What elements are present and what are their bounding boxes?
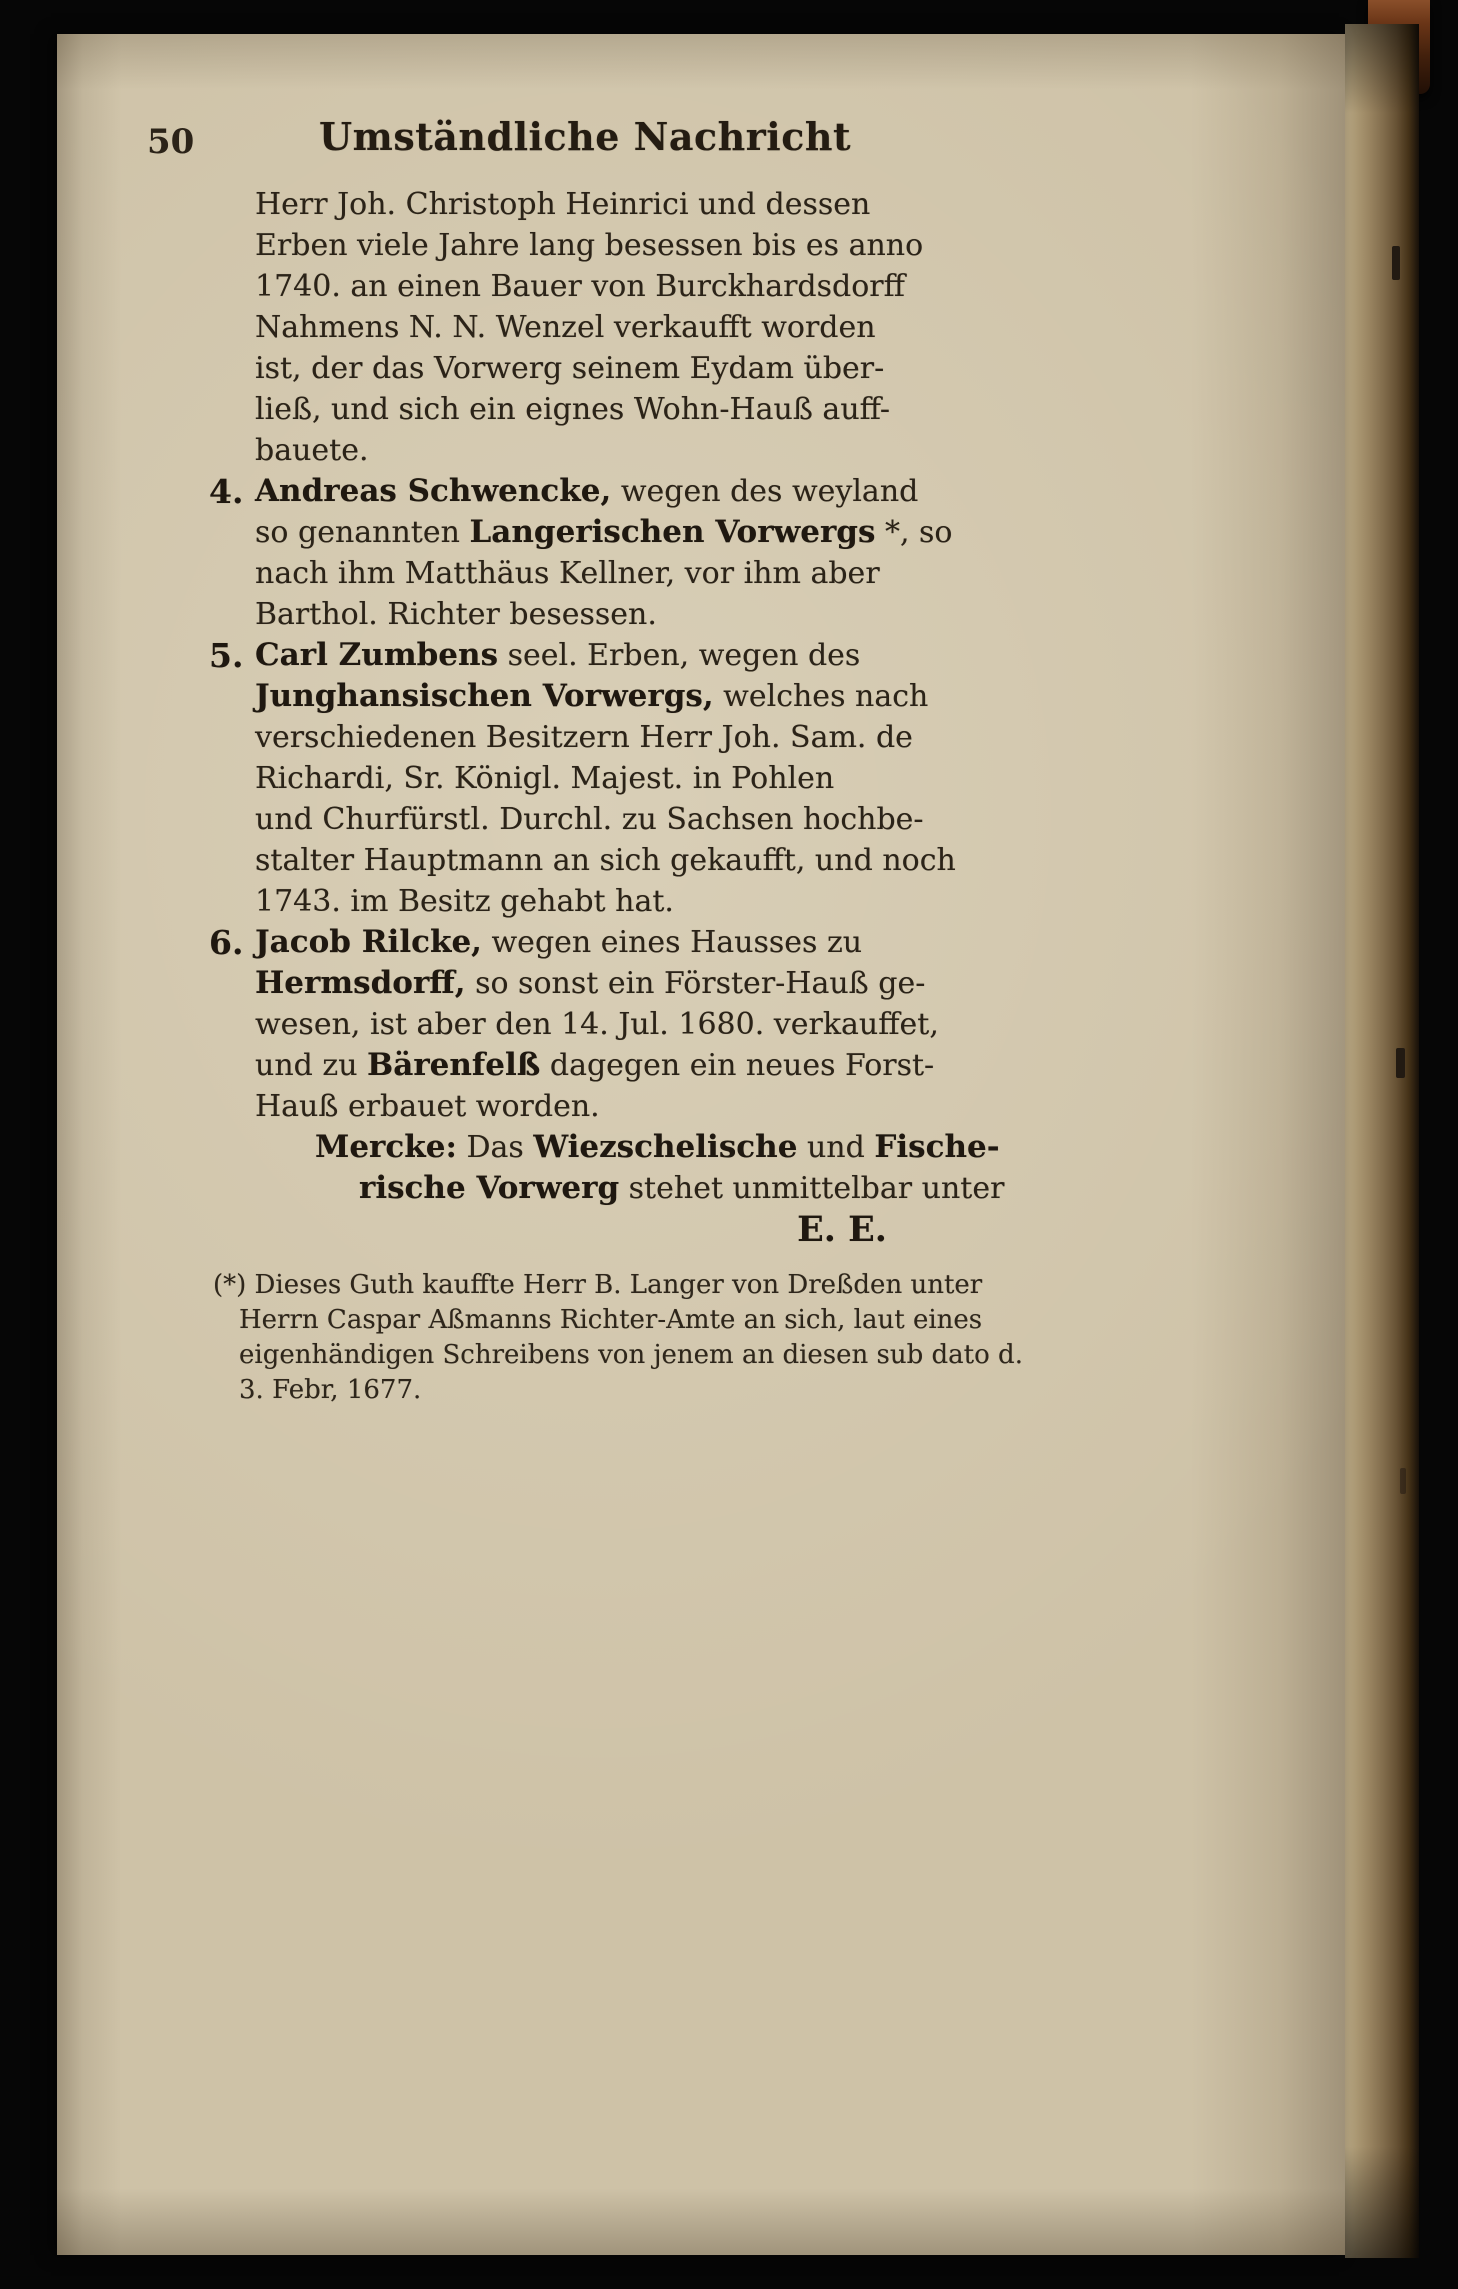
- text-segment: welches nach: [713, 679, 929, 714]
- emphasized-text: Jacob Rilcke,: [255, 924, 482, 960]
- text-segment: und Churfürstl. Durchl. zu Sachsen hochbe-: [255, 802, 924, 837]
- text-segment: ließ, und sich ein eignes Wohn-Hauß auff-: [255, 392, 891, 427]
- text-line: [255, 594, 915, 635]
- text-line: [255, 512, 953, 553]
- text-segment: Hauß erbauet worden.: [255, 1089, 600, 1124]
- emphasized-text: Langerischen Vorwergs: [469, 514, 876, 550]
- text-segment: Das: [456, 1130, 534, 1165]
- page-number: 50: [147, 122, 195, 162]
- text-segment: 3. Febr, 1677.: [239, 1375, 422, 1405]
- text-line: [255, 1086, 915, 1127]
- text-line: [255, 963, 926, 1004]
- continuation-paragraph: [255, 184, 924, 471]
- text-segment: wegen des weyland: [611, 474, 919, 509]
- text-segment: *, so: [875, 515, 953, 550]
- text-segment: seel. Erben, wegen des: [498, 638, 861, 673]
- text-segment: stehet unmittelbar unter: [619, 1171, 1005, 1206]
- text-segment: Herr Joh. Christoph Heinrici und dessen: [255, 187, 871, 222]
- text-line: [255, 389, 915, 430]
- text-segment: Barthol. Richter besessen.: [255, 597, 657, 632]
- emphasized-text: Bärenfelß: [367, 1047, 541, 1083]
- text-line: [255, 307, 915, 348]
- text-line: [213, 1268, 983, 1303]
- emphasized-text: rische Vorwerg: [359, 1170, 620, 1206]
- text-segment: und: [797, 1130, 875, 1165]
- text-line: [255, 1004, 939, 1045]
- text-line: [255, 758, 915, 799]
- text-segment: 1743. im Besitz gehabt hat.: [255, 884, 674, 919]
- emphasized-text: Andreas Schwencke,: [255, 473, 612, 509]
- item-number: 4.: [209, 472, 244, 511]
- ink-bleed-mark: [1400, 1468, 1406, 1494]
- emphasized-text: Wiezschelische: [533, 1129, 798, 1165]
- ink-bleed-mark: [1396, 1048, 1405, 1078]
- text-segment: 1740. an einen Bauer von Burckhardsdorff: [255, 269, 905, 304]
- text-line: [239, 1373, 915, 1408]
- text-line: [239, 1303, 983, 1338]
- running-title: Umständliche Nachricht: [318, 114, 852, 159]
- text-line: [255, 922, 915, 963]
- text-line: [255, 430, 915, 471]
- emphasized-text: Hermsdorff,: [255, 965, 466, 1001]
- footnote: [213, 1268, 1023, 1408]
- ink-bleed-mark: [1392, 246, 1400, 280]
- text-segment: stalter Hauptmann an sich gekaufft, und noch: [255, 843, 956, 878]
- emphasized-text: Fische-: [874, 1129, 1000, 1165]
- text-segment: dagegen ein neues Forst-: [540, 1048, 935, 1083]
- text-segment: Erben viele Jahre lang besessen bis es anno: [255, 228, 924, 263]
- text-segment: verschiedenen Besitzern Herr Joh. Sam. de: [255, 720, 913, 755]
- emphasized-text: Mercke:: [315, 1129, 457, 1165]
- text-line: [255, 840, 956, 881]
- text-line: [255, 1209, 887, 1252]
- text-segment: ist, der das Vorwerg seinem Eydam über-: [255, 351, 885, 386]
- text-segment: Herrn Caspar Aßmanns Richter-Amte an sich, laut eines: [239, 1305, 983, 1335]
- mercke-note: [255, 1127, 1005, 1252]
- item-number: 5.: [209, 636, 244, 675]
- text-segment: wesen, ist aber den 14. Jul. 1680. verkauffet,: [255, 1007, 939, 1042]
- page-fore-edge: [1345, 24, 1419, 2258]
- text-line: [255, 1045, 935, 1086]
- text-segment: bauete.: [255, 433, 369, 468]
- text-line: [255, 676, 929, 717]
- item-6: [209, 922, 939, 1127]
- item-number: 6.: [209, 923, 244, 962]
- text-column: [209, 184, 1023, 1408]
- text-segment: wegen eines Hausses zu: [481, 925, 863, 960]
- text-line: [255, 799, 924, 840]
- emphasized-text: E. E.: [797, 1209, 887, 1250]
- text-line: [255, 635, 915, 676]
- text-line: [255, 881, 915, 922]
- book-page: [57, 34, 1345, 2255]
- text-segment: eigenhändigen Schreibens von jenem an diesen sub dato d.: [239, 1340, 1023, 1370]
- text-line: [255, 225, 924, 266]
- emphasized-text: Carl Zumbens: [255, 637, 499, 673]
- text-line: [255, 348, 915, 389]
- text-segment: (*) Dieses Guth kauffte Herr B. Langer von Dreßden unter: [213, 1270, 983, 1300]
- text-line: [255, 184, 915, 225]
- text-segment: und zu: [255, 1048, 368, 1083]
- text-line: [255, 553, 915, 594]
- text-line: [359, 1168, 1005, 1209]
- text-segment: Nahmens N. N. Wenzel verkaufft worden: [255, 310, 876, 345]
- emphasized-text: Junghansischen Vorwergs,: [255, 678, 714, 714]
- text-segment: nach ihm Matthäus Kellner, vor ihm aber: [255, 556, 880, 591]
- item-4: [209, 471, 953, 635]
- text-line: [239, 1338, 1023, 1373]
- text-line: [255, 717, 915, 758]
- text-segment: so sonst ein Förster-Hauß ge-: [465, 966, 926, 1001]
- text-line: [255, 266, 915, 307]
- text-line: [315, 1127, 1000, 1168]
- text-line: [255, 471, 919, 512]
- text-segment: Richardi, Sr. Königl. Majest. in Pohlen: [255, 761, 835, 796]
- item-5: [209, 635, 956, 922]
- text-segment: so genannten: [255, 515, 470, 550]
